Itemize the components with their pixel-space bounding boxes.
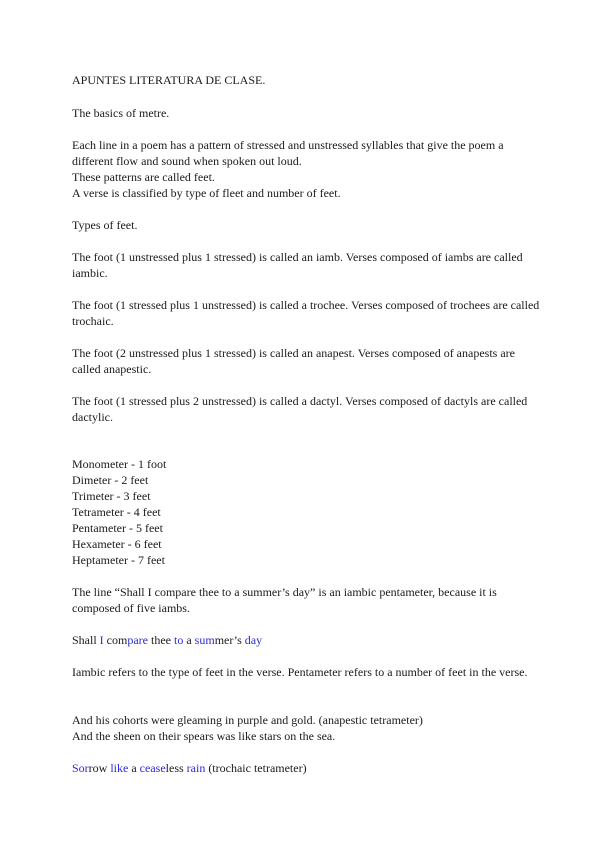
- meter-item: Heptameter - 7 feet: [72, 553, 165, 567]
- document-title: APUNTES LITERATURA DE CLASE.: [72, 73, 266, 87]
- stressed-syllable: I: [99, 633, 104, 647]
- meter-item: Dimeter - 2 feet: [72, 473, 149, 487]
- foot-dactyl: The foot (1 stressed plus 2 unstressed) is called a dactyl. Verses composed of dactyls are called dactylic.: [72, 394, 528, 424]
- intro-line-2: These patterns are called feet.: [72, 170, 215, 184]
- anapestic-line-1: And his cohorts were gleaming in purple and gold. (anapestic tetrameter): [72, 713, 423, 727]
- meter-item: Tetrameter - 4 feet: [72, 505, 161, 519]
- anapestic-example: [72, 712, 542, 744]
- meter-item: Pentameter - 5 feet: [72, 521, 163, 535]
- stressed-syllable: pare: [127, 633, 148, 647]
- intro-paragraph: [72, 137, 542, 201]
- unstressed-syllable: a: [128, 761, 140, 775]
- explanation-paragraph: Iambic refers to the type of feet in the verse. Pentameter refers to a number of feet in the verse.: [72, 665, 528, 679]
- stressed-syllable: rain: [186, 761, 206, 775]
- unstressed-syllable: thee: [148, 633, 174, 647]
- meter-list: [72, 456, 542, 568]
- foot-anapest: The foot (2 unstressed plus 1 stressed) is called an anapest. Verses composed of anapests are called anapestic.: [72, 346, 515, 376]
- unstressed-syllable: less: [165, 761, 187, 775]
- unstressed-syllable: Shall: [72, 633, 100, 647]
- basics-heading: The basics of metre.: [72, 106, 170, 120]
- intro-line-1: Each line in a poem has a pattern of stressed and unstressed syllables that give the poem a different flow and sound when spoken out loud.: [72, 138, 504, 168]
- unstressed-syllable: com: [103, 633, 128, 647]
- scansion-iambic: [72, 632, 542, 648]
- meter-item: Trimeter - 3 feet: [72, 489, 151, 503]
- scansion-trochaic: [72, 760, 542, 776]
- stressed-syllable: day: [244, 633, 263, 647]
- example-paragraph: The line “Shall I compare thee to a summer’s day” is an iambic pentameter, because it is composed of five iambs.: [72, 585, 497, 615]
- types-heading: Types of feet.: [72, 218, 138, 232]
- anapestic-line-2: And the sheen on their spears was like stars on the sea.: [72, 729, 336, 743]
- unstressed-syllable: mer’s: [214, 633, 245, 647]
- stressed-syllable: to: [174, 633, 184, 647]
- intro-line-3: A verse is classified by type of fleet and number of feet.: [72, 186, 341, 200]
- foot-iamb: The foot (1 unstressed plus 1 stressed) is called an iamb. Verses composed of iambs are called iambic.: [72, 250, 523, 280]
- foot-trochee: The foot (1 stressed plus 1 unstressed) is called a trochee. Verses composed of trochees are called trochaic.: [72, 298, 540, 328]
- unstressed-syllable: row: [88, 761, 111, 775]
- unstressed-syllable: (trochaic tetrameter): [205, 761, 307, 775]
- stressed-syllable: Sor: [72, 761, 89, 775]
- stressed-syllable: sum: [194, 633, 215, 647]
- stressed-syllable: like: [110, 761, 129, 775]
- unstressed-syllable: a: [183, 633, 195, 647]
- meter-item: Hexameter - 6 feet: [72, 537, 162, 551]
- meter-item: Monometer - 1 foot: [72, 457, 167, 471]
- stressed-syllable: cease: [139, 761, 166, 775]
